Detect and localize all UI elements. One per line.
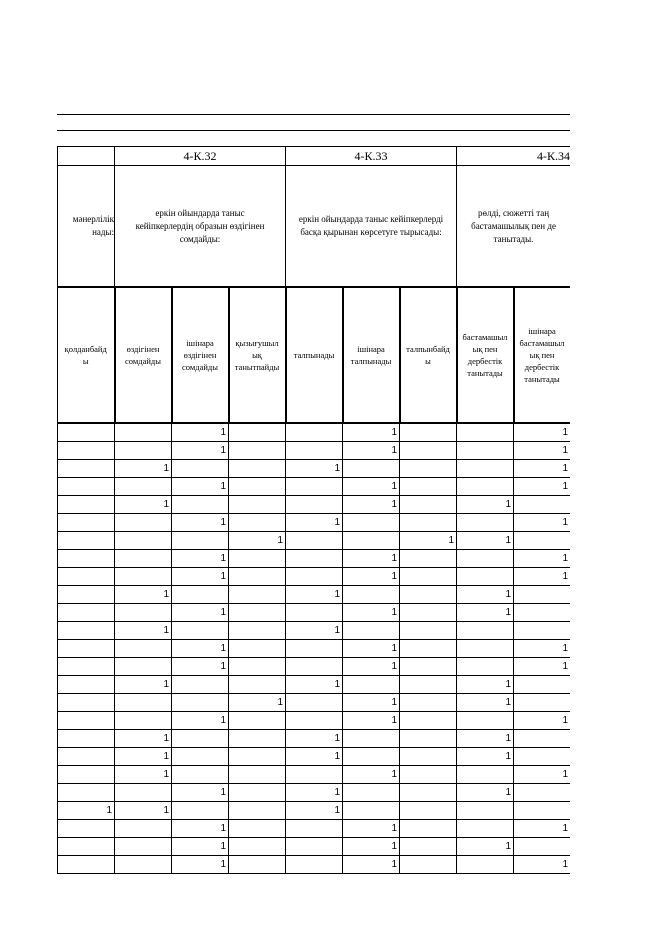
table-cell: 1 [343, 478, 400, 496]
description-partial [58, 166, 115, 288]
table-cell [115, 640, 172, 658]
table-cell [514, 748, 570, 766]
table-cell: 1 [286, 730, 343, 748]
table-cell [58, 820, 115, 838]
table-cell [400, 514, 457, 532]
table-cell [343, 532, 400, 550]
table-cell [115, 604, 172, 622]
sub-header-label: талпынбайд ы [406, 344, 450, 366]
table-cell [58, 640, 115, 658]
table-cell: 1 [286, 586, 343, 604]
table-cell [400, 478, 457, 496]
table-cell [229, 856, 286, 874]
table-cell [115, 532, 172, 550]
table-cell: 1 [457, 838, 514, 856]
table-cell: 1 [172, 856, 229, 874]
table-cell: 1 [457, 604, 514, 622]
table-cell [58, 766, 115, 784]
table-cell: 1 [172, 550, 229, 568]
table-row [58, 676, 571, 694]
code-4-k-33: 4-К.33 [286, 147, 457, 166]
table-cell [514, 532, 570, 550]
table-cell [229, 460, 286, 478]
table-cell: 1 [457, 496, 514, 514]
table-cell: 1 [172, 514, 229, 532]
table-cell [172, 802, 229, 820]
table-cell [286, 423, 343, 442]
table-cell: 1 [115, 802, 172, 820]
table-row [58, 586, 571, 604]
description-text-3: рөлді, сюжетті таң бастамашылық пен де танытады. [471, 207, 556, 244]
table-cell: 1 [286, 784, 343, 802]
table-cell [514, 604, 570, 622]
table-cell [457, 820, 514, 838]
table-cell [58, 496, 115, 514]
table-cell [172, 766, 229, 784]
table-cell [115, 784, 172, 802]
table-cell [115, 838, 172, 856]
table-cell [172, 694, 229, 712]
table-cell [286, 712, 343, 730]
table-row [58, 820, 571, 838]
table-cell: 1 [343, 496, 400, 514]
table-cell [400, 550, 457, 568]
table-cell [286, 856, 343, 874]
table-cell [229, 514, 286, 532]
table-cell: 1 [115, 460, 172, 478]
code-cell-blank [58, 147, 115, 166]
table-cell [286, 838, 343, 856]
table-cell [58, 478, 115, 496]
table-cell: 1 [172, 640, 229, 658]
table-cell [58, 550, 115, 568]
table-cell: 1 [514, 820, 570, 838]
table-cell [457, 550, 514, 568]
table-cell [514, 676, 570, 694]
table-row [58, 838, 571, 856]
table-cell [286, 820, 343, 838]
table-cell [58, 442, 115, 460]
table-cell: 1 [457, 532, 514, 550]
table-cell [115, 550, 172, 568]
table-cell [400, 766, 457, 784]
code-4-k-34: 4-К.34 [457, 147, 570, 166]
table-cell [229, 640, 286, 658]
sub-header-8 [514, 287, 570, 423]
table-cell [514, 838, 570, 856]
table-cell [457, 622, 514, 640]
table-row [58, 694, 571, 712]
table-cell: 1 [514, 478, 570, 496]
table-cell [229, 748, 286, 766]
table-cell [229, 442, 286, 460]
table-cell [400, 496, 457, 514]
table-cell: 1 [343, 423, 400, 442]
table-cell: 1 [514, 442, 570, 460]
table-row [58, 856, 571, 874]
table-cell [457, 442, 514, 460]
table-cell [58, 423, 115, 442]
table-row [58, 460, 571, 478]
table-cell: 1 [343, 442, 400, 460]
table-cell [229, 568, 286, 586]
table-cell: 1 [343, 640, 400, 658]
table-cell: 1 [457, 748, 514, 766]
table-cell: 1 [457, 784, 514, 802]
table-cell [172, 586, 229, 604]
table-cell: 1 [400, 532, 457, 550]
table-cell: 1 [457, 676, 514, 694]
table-cell: 1 [514, 856, 570, 874]
table-cell: 1 [229, 694, 286, 712]
table-cell [400, 640, 457, 658]
sub-header-7 [457, 287, 514, 423]
table-cell [343, 748, 400, 766]
table-cell [286, 568, 343, 586]
table-cell [115, 514, 172, 532]
top-rule [57, 114, 570, 115]
table-cell [286, 694, 343, 712]
table-cell: 1 [115, 730, 172, 748]
table-cell: 1 [115, 496, 172, 514]
table-cell [229, 784, 286, 802]
table-cell [457, 460, 514, 478]
table-cell: 1 [457, 694, 514, 712]
table-cell [286, 604, 343, 622]
table-cell [58, 748, 115, 766]
table-cell [514, 586, 570, 604]
table-cell [457, 478, 514, 496]
assessment-sheet [57, 146, 570, 883]
table-cell [400, 856, 457, 874]
table-row [58, 784, 571, 802]
table-cell [58, 676, 115, 694]
table-cell: 1 [229, 532, 286, 550]
table-cell [172, 622, 229, 640]
table-cell [229, 622, 286, 640]
table-cell [343, 784, 400, 802]
sub-header-label: бастамашыл ық пен дербестік танытады [462, 332, 508, 378]
table-row [58, 532, 571, 550]
table-cell [229, 496, 286, 514]
table-cell [400, 442, 457, 460]
table-cell: 1 [343, 820, 400, 838]
table-cell: 1 [172, 423, 229, 442]
table-cell [58, 568, 115, 586]
table-cell [58, 604, 115, 622]
table-cell [172, 532, 229, 550]
table-cell [229, 712, 286, 730]
table-row [58, 766, 571, 784]
table-cell [400, 460, 457, 478]
table-cell [286, 766, 343, 784]
table-cell: 1 [172, 820, 229, 838]
table-cell [400, 676, 457, 694]
table-cell: 1 [343, 550, 400, 568]
sub-header-0 [58, 287, 115, 423]
table-cell: 1 [343, 604, 400, 622]
table-cell [115, 442, 172, 460]
table-cell [58, 838, 115, 856]
table-cell [343, 676, 400, 694]
table-cell [115, 820, 172, 838]
code-row [58, 147, 571, 166]
table-cell [400, 694, 457, 712]
table-row [58, 478, 571, 496]
table-cell: 1 [172, 712, 229, 730]
table-cell: 1 [457, 586, 514, 604]
table-cell: 1 [514, 514, 570, 532]
table-cell [229, 478, 286, 496]
table-row [58, 550, 571, 568]
table-cell: 1 [514, 550, 570, 568]
table-cell [400, 604, 457, 622]
table-cell [229, 802, 286, 820]
sub-header-label: қызығушыл ық танытпайды [234, 338, 280, 372]
table-cell [286, 640, 343, 658]
sub-header-label: ішінара бастамашыл ық пен дербестік танытады [519, 326, 565, 384]
description-4-k-33 [286, 166, 457, 288]
sub-header-label: талпынады [293, 350, 335, 360]
table-cell [457, 856, 514, 874]
table-cell [172, 496, 229, 514]
assessment-table [57, 146, 570, 874]
table-cell: 1 [115, 766, 172, 784]
table-cell [343, 622, 400, 640]
table-cell [58, 622, 115, 640]
description-4-k-32 [115, 166, 286, 288]
table-cell [400, 423, 457, 442]
table-cell: 1 [286, 514, 343, 532]
description-text-1: еркін ойындарда таныс кейіпкерлердің образын өздігінен сомдайды: [135, 207, 265, 244]
table-cell [514, 622, 570, 640]
table-row [58, 802, 571, 820]
table-cell [286, 442, 343, 460]
table-cell [400, 784, 457, 802]
table-cell [400, 730, 457, 748]
table-cell [58, 532, 115, 550]
table-cell [115, 423, 172, 442]
table-cell [229, 820, 286, 838]
table-cell: 1 [286, 802, 343, 820]
table-cell: 1 [172, 838, 229, 856]
table-cell: 1 [286, 622, 343, 640]
table-cell [115, 856, 172, 874]
sub-header-label: ішінара талпынады [350, 344, 392, 366]
table-cell [172, 460, 229, 478]
table-cell: 1 [286, 460, 343, 478]
table-cell [457, 514, 514, 532]
table-cell: 1 [115, 676, 172, 694]
table-cell: 1 [172, 784, 229, 802]
description-4-k-34 [457, 166, 570, 288]
table-cell: 1 [115, 748, 172, 766]
table-cell [400, 748, 457, 766]
table-row [58, 622, 571, 640]
table-cell [514, 496, 570, 514]
table-cell: 1 [514, 640, 570, 658]
sub-header-label: қолданбайд ы [64, 344, 107, 366]
table-cell [400, 712, 457, 730]
table-cell: 1 [343, 568, 400, 586]
table-cell [172, 730, 229, 748]
table-cell [343, 586, 400, 604]
table-cell [400, 658, 457, 676]
table-cell: 1 [115, 586, 172, 604]
table-cell [457, 640, 514, 658]
table-row [58, 712, 571, 730]
table-cell [58, 460, 115, 478]
table-cell: 1 [172, 604, 229, 622]
sub-header-4 [286, 287, 343, 423]
table-cell: 1 [343, 856, 400, 874]
table-cell [400, 820, 457, 838]
table-cell [115, 478, 172, 496]
table-cell [343, 730, 400, 748]
description-row [58, 166, 571, 288]
table-row [58, 442, 571, 460]
table-cell: 1 [514, 658, 570, 676]
table-cell: 1 [172, 568, 229, 586]
table-cell: 1 [343, 712, 400, 730]
table-cell [343, 802, 400, 820]
sub-header-6 [400, 287, 457, 423]
table-cell [400, 838, 457, 856]
table-row [58, 496, 571, 514]
table-cell: 1 [343, 694, 400, 712]
table-row [58, 730, 571, 748]
table-row [58, 568, 571, 586]
sub-header-label: ішінара өздігінен сомдайды [182, 338, 218, 372]
table-cell [457, 712, 514, 730]
table-cell [286, 496, 343, 514]
table-cell [229, 838, 286, 856]
table-cell [229, 423, 286, 442]
table-cell [514, 730, 570, 748]
table-cell: 1 [343, 766, 400, 784]
table-cell [229, 676, 286, 694]
table-cell [514, 802, 570, 820]
table-cell [286, 550, 343, 568]
table-cell [58, 712, 115, 730]
table-row [58, 748, 571, 766]
table-cell [457, 766, 514, 784]
table-cell: 1 [457, 730, 514, 748]
table-cell [115, 658, 172, 676]
table-cell [400, 586, 457, 604]
table-cell: 1 [172, 442, 229, 460]
table-cell: 1 [514, 460, 570, 478]
table-cell: 1 [343, 838, 400, 856]
table-cell: 1 [172, 658, 229, 676]
table-cell: 1 [172, 478, 229, 496]
second-rule [57, 130, 570, 131]
table-cell [286, 658, 343, 676]
table-cell [58, 514, 115, 532]
table-cell [457, 423, 514, 442]
table-cell [229, 604, 286, 622]
table-cell [172, 676, 229, 694]
table-cell [229, 586, 286, 604]
table-cell [400, 568, 457, 586]
table-cell [229, 766, 286, 784]
table-cell [115, 568, 172, 586]
table-cell [229, 658, 286, 676]
table-cell: 1 [343, 658, 400, 676]
table-cell [229, 550, 286, 568]
table-cell: 1 [514, 423, 570, 442]
table-cell [58, 694, 115, 712]
table-cell: 1 [514, 712, 570, 730]
sub-header-5 [343, 287, 400, 423]
description-text-0: мәнерлілік нады: [72, 214, 114, 237]
table-cell [286, 478, 343, 496]
table-cell: 1 [514, 568, 570, 586]
description-text-2: еркін ойындарда таныс кейіпкерлерді басқа қырынан көрсетуге тырысады: [298, 214, 444, 237]
table-cell: 1 [115, 622, 172, 640]
table-cell [343, 514, 400, 532]
table-cell [457, 568, 514, 586]
table-row [58, 423, 571, 442]
table-cell [115, 712, 172, 730]
sub-header-label: өздігінен сомдайды [125, 344, 161, 366]
table-cell [457, 802, 514, 820]
table-cell [115, 694, 172, 712]
table-row [58, 658, 571, 676]
sub-header-3 [229, 287, 286, 423]
table-cell [58, 658, 115, 676]
table-cell [229, 730, 286, 748]
table-cell [58, 784, 115, 802]
table-cell [514, 694, 570, 712]
sub-header-2 [172, 287, 229, 423]
table-row [58, 514, 571, 532]
table-cell [58, 730, 115, 748]
table-cell [286, 532, 343, 550]
table-cell [514, 784, 570, 802]
table-cell [400, 622, 457, 640]
table-cell: 1 [514, 766, 570, 784]
table-cell [58, 856, 115, 874]
code-4-k-32: 4-К.32 [115, 147, 286, 166]
sub-header-1 [115, 287, 172, 423]
table-row [58, 604, 571, 622]
table-cell: 1 [58, 802, 115, 820]
table-cell [400, 802, 457, 820]
table-cell [58, 586, 115, 604]
table-cell: 1 [286, 748, 343, 766]
table-cell [457, 658, 514, 676]
table-cell: 1 [286, 676, 343, 694]
sub-header-row [58, 287, 571, 423]
table-cell [343, 460, 400, 478]
table-row [58, 640, 571, 658]
table-cell [172, 748, 229, 766]
